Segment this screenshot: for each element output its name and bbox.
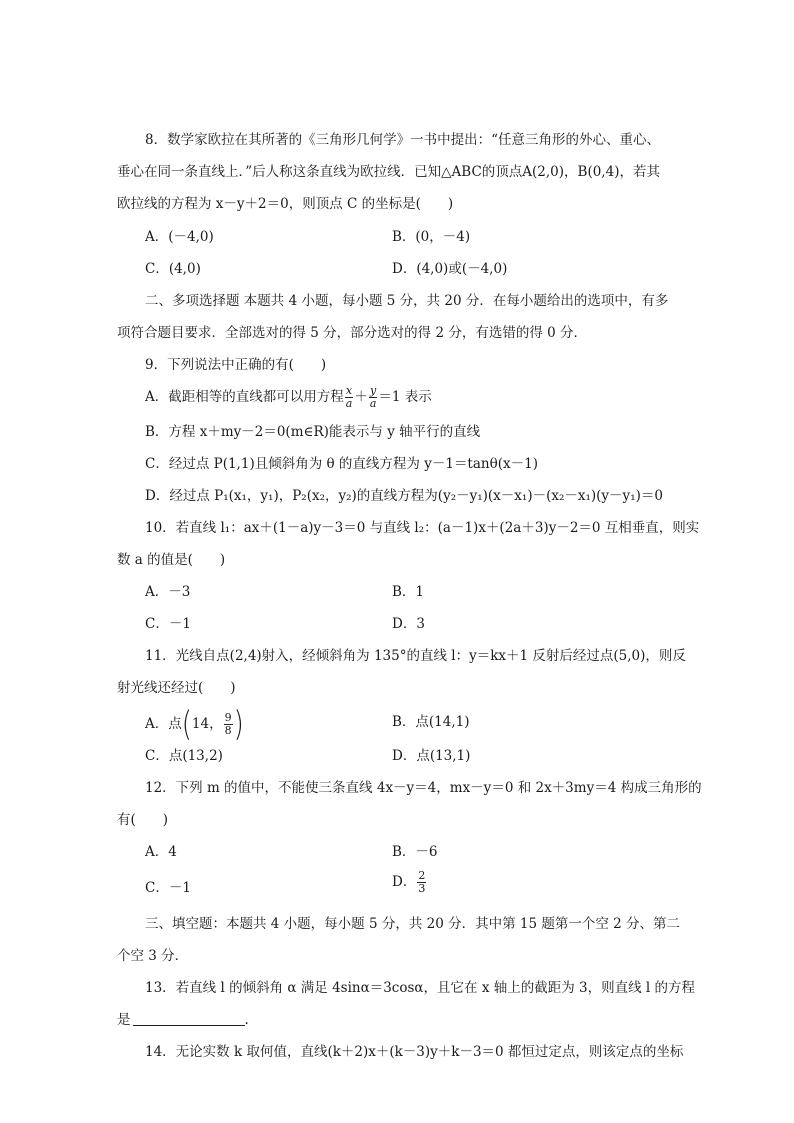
q8-option-c: C．(4,0) [145, 261, 201, 277]
q9-a-prefix: A．截距相等的直线都可以用方程 [145, 389, 344, 405]
fraction-numerator: 2 [418, 869, 426, 882]
answer-blank[interactable] [133, 1011, 245, 1026]
q11-option-c: C．点(13,2) [145, 748, 223, 764]
q12-option-a: A．4 [145, 844, 177, 860]
q9-option-c: C．经过点 P(1,1)且倾斜角为 θ 的直线方程为 y－1＝tanθ(x－1) [145, 456, 538, 472]
q12-line-2: 有( ) [117, 812, 169, 828]
q10-option-a: A．－3 [145, 584, 191, 600]
q11-option-d: D．点(13,1) [392, 748, 471, 764]
fraction-2-over-3 [417, 870, 426, 895]
fraction-9-over-8 [224, 712, 233, 737]
q12-line-1: 12．下列 m 的值中，不能使三条直线 4x－y＝4，mx－y＝0 和 2x＋3my＝4 构成三角形的 [145, 780, 702, 796]
q9-option-a [145, 385, 432, 410]
fraction-denominator: 8 [224, 724, 232, 737]
q12-d-prefix: D． [392, 874, 417, 890]
q11-a-coordinate: 14， [191, 716, 223, 732]
q8-option-b: B．(0，－4) [392, 229, 471, 245]
q8-option-a: A．(－4,0) [145, 229, 214, 245]
q10-line-1: 10．若直线 l₁：ax＋(1－a)y－3＝0 与直线 l₂：(a－1)x＋(2a＋3)y－2＝0 互相垂直，则实 [145, 520, 700, 536]
fraction-numerator: x [345, 384, 353, 397]
section-2-line-1: 二、多项选择题 本题共 4 小题，每小题 5 分，共 20 分．在每小题给出的选项中，有多 [145, 293, 669, 309]
q9-a-suffix: ＝1 表示 [378, 389, 432, 405]
q13-line-2-period: . [244, 1012, 249, 1028]
q8-line-1: 8．数学家欧拉在其所著的《三角形几何学》一书中提出：“任意三角形的外心、重心、 [145, 132, 660, 148]
q10-option-c: C．－1 [145, 616, 191, 632]
q9-option-d: D．经过点 P₁(x₁，y₁)，P₂(x₂，y₂)的直线方程为(y₂－y₁)(x－x₁)－(x₂－x₁)(y－y₁)＝0 [145, 488, 663, 504]
q14-line-1: 14．无论实数 k 取何值，直线(k＋2)x＋(k－3)y＋k－3＝0 都恒过定点，则该定点的坐标 [145, 1044, 684, 1060]
q13-line-1: 13．若直线 l 的倾斜角 α 满足 4sinα＝3cosα，且它在 x 轴上的截距为 3，则直线 l 的方程 [145, 980, 696, 996]
q9-stem: 9．下列说法中正确的有( ) [145, 357, 327, 373]
q8-option-d: D．(4,0)或(－4,0) [392, 261, 508, 277]
q8-line-3: 欧拉线的方程为 x－y＋2＝0，则顶点 C 的坐标是( ) [117, 196, 454, 212]
fraction-denominator: a [369, 397, 377, 410]
q10-option-d: D．3 [392, 616, 425, 632]
q12-option-d [392, 870, 427, 895]
q11-option-a [145, 705, 244, 744]
q11-line-2: 射光线还经过( ) [117, 680, 236, 696]
left-paren: ( [181, 705, 192, 744]
fraction-denominator: a [345, 397, 353, 410]
fraction-y-over-a [369, 385, 378, 410]
q12-option-b: B．－6 [392, 844, 438, 860]
plus-sign: ＋ [354, 389, 368, 405]
q8-line-2: 垂心在同一条直线上．”后人称这条直线为欧拉线．已知△ABC的顶点A(2,0)，B(0,4)，若其 [117, 164, 660, 180]
q11-option-b: B．点(14,1) [392, 714, 470, 730]
section-2-line-2: 项符合题目要求．全部选对的得 5 分，部分选对的得 2 分，有选错的得 0 分． [117, 325, 588, 341]
right-paren: ) [233, 705, 244, 744]
q9-option-b: B．方程 x＋my－2＝0(m∈R)能表示与 y 轴平行的直线 [145, 424, 481, 440]
section-3-line-2: 个空 3 分． [117, 948, 189, 964]
q10-line-2: 数 a 的值是( ) [117, 552, 226, 568]
q11-a-prefix: A．点 [145, 716, 182, 732]
fraction-x-over-a [345, 385, 354, 410]
q13-line-2-prefix: 是 [117, 1012, 131, 1028]
fraction-numerator: 9 [224, 711, 232, 724]
fraction-denominator: 3 [418, 882, 426, 895]
fraction-numerator: y [369, 384, 377, 397]
q11-line-1: 11．光线自点(2,4)射入，经倾斜角为 135°的直线 l：y＝kx＋1 反射后经过点(5,0)，则反 [145, 648, 686, 664]
q10-option-b: B．1 [392, 584, 425, 600]
section-3-line-1: 三、填空题：本题共 4 小题，每小题 5 分，共 20 分．其中第 15 题第一个空 2 分、第二 [145, 916, 681, 932]
q13-line-2 [117, 1010, 249, 1030]
q12-option-c: C．－1 [145, 880, 191, 896]
